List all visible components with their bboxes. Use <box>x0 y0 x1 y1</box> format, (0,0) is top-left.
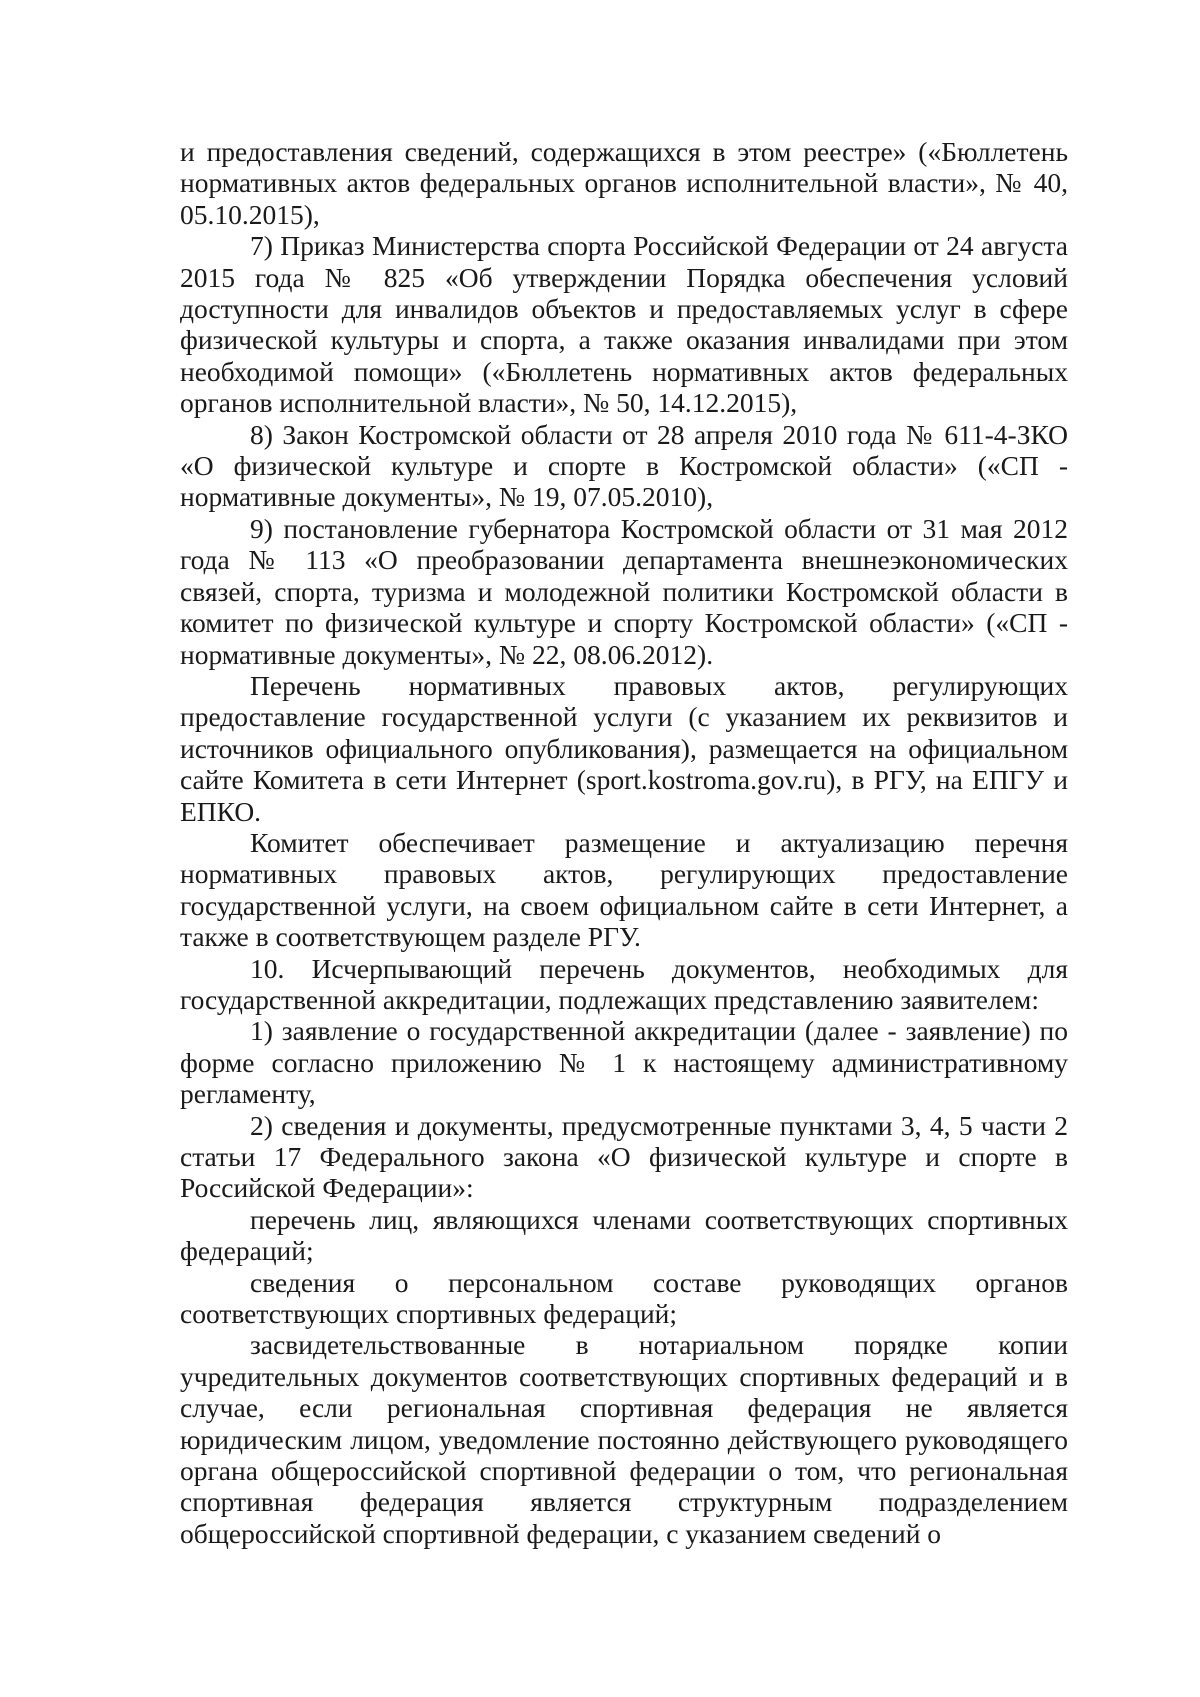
paragraph-members-list: перечень лиц, являющихся членами соответствующих спортивных федераций; <box>180 1203 1068 1267</box>
paragraph-registry-continuation: и предоставления сведений, содержащихся в этом реестре» («Бюллетень нормативных актов федеральных органов исполнительной власти», № 40, 05.10.2015), <box>180 136 1068 230</box>
paragraph-governing-bodies: сведения о персональном составе руководящих органов соответствующих спортивных федераций; <box>180 1266 1068 1330</box>
paragraph-committee-updates: Комитет обеспечивает размещение и актуализацию перечня нормативных правовых актов, регулирующих предоставление государственной услуги, на своем официальном сайте в сети Интернет, а также в соответствующем разделе РГУ. <box>180 826 1068 953</box>
document-body <box>180 136 1068 1549</box>
paragraph-item-9: 9) постановление губернатора Костромской области от 31 мая 2012 года № 113 «О преобразовании департамента внешнеэкономических связей, спорта, туризма и молодежной политики Костромской области в комитет по физической культуре и спорту Костромской области» («СП - нормативные документы», № 22, 08.06.2012). <box>180 512 1068 670</box>
paragraph-doc-1: 1) заявление о государственной аккредитации (далее - заявление) по форме согласно приложению № 1 к настоящему административному регламенту, <box>180 1015 1068 1110</box>
paragraph-section-10: 10. Исчерпывающий перечень документов, необходимых для государственной аккредитации, подлежащих представлению заявителем: <box>180 952 1068 1015</box>
paragraph-doc-2: 2) сведения и документы, предусмотренные пунктами 3, 4, 5 части 2 статьи 17 Федерального закона «О физической культуре и спорте в Российской Федерации»: <box>180 1109 1068 1204</box>
paragraph-item-7: 7) Приказ Министерства спорта Российской Федерации от 24 августа 2015 года № 825 «Об утверждении Порядка обеспечения условий доступности для инвалидов объектов и предоставляемых услуг в сфере физической культуры и спорта, а также оказания инвалидами при этом необходимой помощи» («Бюллетень нормативных актов федеральных органов исполнительной власти», № 50, 14.12.2015), <box>180 230 1068 419</box>
paragraph-notarized-copies: засвидетельствованные в нотариальном порядке копии учредительных документов соответствующих спортивных федераций и в случае, если региональная спортивная федерация не является юридическим лицом, уведомление постоянно действующего руководящего органа общероссийской спортивной федерации о том, что региональная спортивная федерация является структурным подразделением общероссийской спортивной федерации, с указанием сведений о <box>180 1329 1068 1549</box>
paragraph-item-8: 8) Закон Костромской области от 28 апреля 2010 года № 611-4-ЗКО «О физической культуре и спорте в Костромской области» («СП - нормативные документы», № 19, 07.05.2010), <box>180 418 1068 513</box>
paragraph-acts-list-publication: Перечень нормативных правовых актов, регулирующих предоставление государственной услуги (с указанием их реквизитов и источников официального опубликования), размещается на официальном сайте Комитета в сети Интернет (sport.kostroma.gov.ru), в РГУ, на ЕПГУ и ЕПКО. <box>180 669 1068 827</box>
